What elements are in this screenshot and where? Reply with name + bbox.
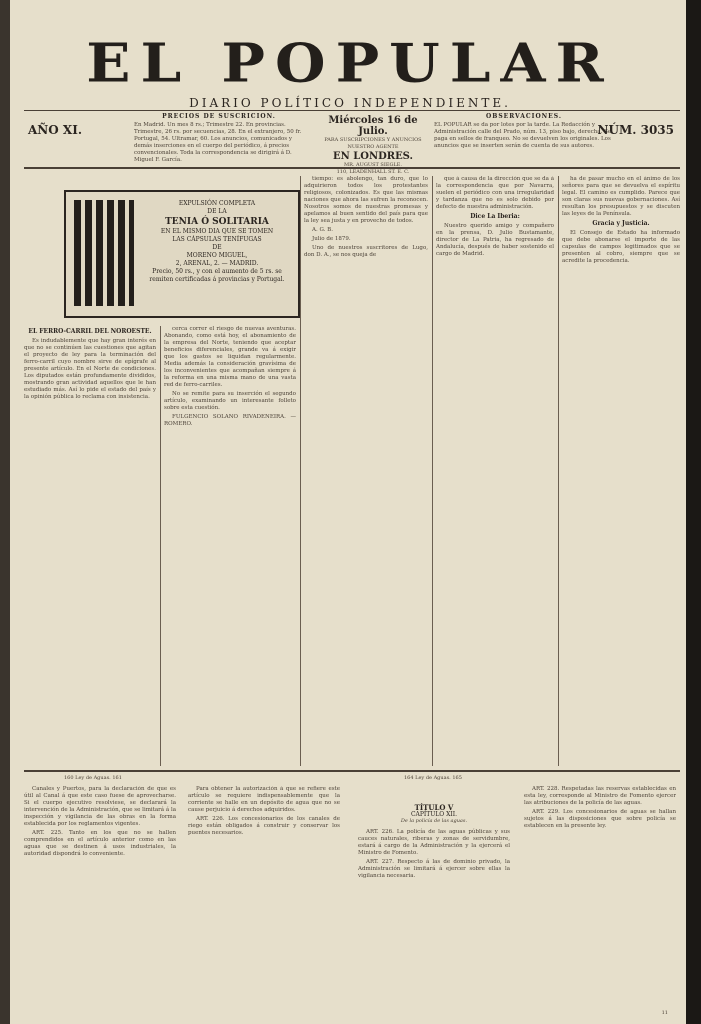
advertisement <box>64 190 300 318</box>
article-text: Es indudablemente que hay gran interés en que no se continúen las cuestiones que agitan el proyecto de ley para la terminación del ferro-carril cuyo nombre sirve de epígrafe al presente artículo. En el Norte de condiciones. Los diputados están profundamente divididos, mostrando gran actividad aquellos que le han estudiado más. Así lo pide el estado del país y la opinión pública lo reclama con insistencia. <box>24 338 156 400</box>
article-heading: Gracia y Justicia. <box>592 220 650 227</box>
page-edge <box>686 0 701 1024</box>
law-article: ART. 227. Respecto á las de dominio privado, la Administración se limitará á ejercer sobre ellas la vigilancia necesaria. <box>358 859 510 879</box>
lower-section <box>24 786 680 1014</box>
article-text: cerca correr el riesgo de nuevas aventuras. Abonando, como está hoy, el abonamiento de la empresa del Norte, teniendo que aceptar beneficios diferenciales, grande va á exigir que los gastos se liquidan regularmente. Media además la consideración gravísima de los inconvenientes que acompañan siempre á la reforma en una misma mano de una vasta red de ferro-carriles. <box>164 326 296 388</box>
advert-line: 2, ARENAL, 2. — MADRID. <box>175 260 259 267</box>
article-heading: Dice La Iberia: <box>470 213 520 220</box>
page-number: 11 <box>661 1010 668 1016</box>
london-agent: MR. AUGUST SIEGLE. <box>343 162 403 168</box>
running-head: 164 Ley de Aguas. 165 <box>404 775 462 781</box>
lower-column-4 <box>524 786 676 1014</box>
law-article: ART. 228. Respetadas las reservas establecidas en esta ley, corresponde al Ministro de Fomento ejercer las atribuciones de la policía de las aguas. <box>524 786 676 806</box>
column-5 <box>562 176 680 766</box>
subscription-heading: PRECIOS DE SUSCRICION. <box>162 113 276 120</box>
newspaper-title: EL POPULAR <box>86 31 614 95</box>
upper-columns <box>24 176 680 766</box>
date-block <box>314 115 432 176</box>
info-bar <box>24 110 680 175</box>
column-1 <box>24 326 156 766</box>
page-gutter <box>0 0 10 1024</box>
article-text: Uno de nuestros suscritores de Lugo, don D. A., se nos queja de <box>304 245 428 258</box>
chapter-heading: CAPÍTULO XII. <box>410 811 458 818</box>
advert-text <box>144 200 290 284</box>
advert-line: EXPULSIÓN COMPLETA <box>178 200 256 207</box>
lower-column-3 <box>358 786 510 1014</box>
chapter-subheading: De la policía de las aguas. <box>400 818 468 824</box>
observations-heading: OBSERVACIONES. <box>486 113 562 120</box>
lower-column-1 <box>24 786 176 1014</box>
advert-line: LAS CÁPSULAS TENÍFUGAS <box>172 236 262 243</box>
newspaper-subtitle: DIARIO POLÍTICO INDEPENDIENTE. <box>189 96 511 110</box>
advert-line: EN EL MISMO DIA QUE SE TOMEN <box>160 228 274 235</box>
law-article: ART. 229. Los concesionarios de aguas se hallan sujetos á las disposiciones que sobre policía se establecen en la presente ley. <box>524 809 676 829</box>
advert-headline: TENIA Ó SOLITARIA <box>165 217 269 227</box>
column-rule <box>432 176 433 766</box>
article-heading: EL FERRO-CARRIL DEL NOROESTE. <box>28 328 152 335</box>
column-2 <box>164 326 296 766</box>
law-article: ART. 226. La policía de las aguas públicas y sus cauces naturales, riberas y zonas de servidumbre, estará á cargo de la Administración y la ejercerá el Ministro de Fomento. <box>358 829 510 856</box>
title-heading: TÍTULO V <box>414 803 454 812</box>
law-article: ART. 226. Los concesionarios de los canales de riego están obligados á construir y conservar los puentes necesarios. <box>188 816 340 836</box>
column-rule <box>300 176 301 766</box>
article-text: ha de pasar mucho en el ánimo de los señores para que se devuelva el espíritu legal. El camino es cumplido. Parece que son claras sus nuevas gobernaciones. Así resultan los presupuestos y se discuten las leyes de la Península. <box>562 176 680 217</box>
article-signature: FULGENCIO SOLANO RIVADENEIRA. — ROMERO. <box>164 414 296 427</box>
section-divider <box>24 770 680 772</box>
issue-date: Miércoles 16 de Julio. <box>328 115 418 137</box>
column-3 <box>304 176 428 766</box>
advert-line: MORENO MIGUEL, <box>186 252 248 259</box>
lower-running-heads <box>24 774 680 784</box>
london-address: 110, LEADENHALL ST. E. C. <box>336 169 410 175</box>
issue-number: NÚM. 3035 <box>597 123 674 137</box>
article-date: Julio de 1879. <box>312 236 351 242</box>
column-rule <box>160 326 161 766</box>
year-label: AÑO XI. <box>28 123 83 137</box>
article-text: El Consejo de Estado ha informado que debe abonarse el importe de las capsulas de campos legitimados que se presenten al cobro, siempre que se acredite la procedencia. <box>562 230 680 264</box>
law-article: ART. 225. Tanto en los que no se hallen comprendidos en el artículo anterior como en las aguas que se destinen á usos industriales, la autoridad dispondrá lo conveniente. <box>24 830 176 857</box>
advert-line: Precio, 50 rs., y con el aumento de 5 rs. se remiten certificadas á provincias y Portugal. <box>149 268 285 283</box>
column-rule <box>558 176 559 766</box>
article-text: que á causa de la dirección que se da á la correspondencia que por Navarra, suelen el periódico con una irregularidad y tardanza que no es solo debido por defecto de nuestra administración. <box>436 176 554 210</box>
advert-line: DE <box>212 244 222 251</box>
advert-line: DE LA <box>207 208 227 215</box>
law-text: Canales y Puertos, para la declaración de que es útil al Canal á que este caso fuese de aprovecharse. Si el cuerpo ejecutivo resolviese, se declarará la intervención de la Administración, que se limitará á la inspección y vigilancia de las obras en la forma establecida por los reglamentos vigentes. <box>24 786 176 827</box>
subscription-text: En Madrid. Un mes 8 rs.; Trimestre 22. En provincias. Trimestre, 26 rs. por secuencias, 28. En el extranjero, 50 fr. Portugal, 54. Ultramar, 60. Los anuncios, comunicados y demás inserciones en el cuerpo del periódico, á precios convencionales. Toda la correspondencia se dirigirá á D. Miguel F. García. <box>134 122 302 163</box>
article-text: tiempo: es abolengo, tan duro, que lo adquirieron todos los protestantes religiosos, colonizados. Es que las mismas naciones que ahora las sufren la reconocen. Nosotros somos de nuestras promesas y apelamos al buen sentido del país para que la ley sea justa y en provecho de todos. <box>304 176 428 224</box>
article-signature: A. G. B. <box>312 227 333 233</box>
london-label: EN LONDRES. <box>332 151 414 162</box>
advert-ornament <box>74 200 134 306</box>
running-head: 160 Ley de Aguas. 161 <box>64 775 122 781</box>
column-4 <box>436 176 554 766</box>
newspaper-page <box>10 0 686 1024</box>
observations-box <box>434 113 614 163</box>
agency-note: PARA SUSCRIPCIONES Y ANUNCIOS NUESTRO AGENTE <box>324 137 422 150</box>
observations-text: EL POPULAR se da por lotes por la tarde. La Redacción y Administración calle del Prado, núm. 13, piso bajo, derecha. Se paga en sellos de franqueo. No se devuelven los originales. Los anuncios que se inserten serán de cuenta de sus autores. <box>434 122 612 149</box>
masthead <box>30 31 670 110</box>
article-text: Nuestro querido amigo y compañero en la prensa, D. Julio Bustamante, director de La Patria, ha regresado de Andalucía, después de haber sostenido el cargo de Madrid. <box>436 223 554 257</box>
article-note: No se remite para su inserción el segundo artículo, examinando un interesante folleto sobre esta cuestión. <box>164 391 296 411</box>
lower-column-2 <box>188 786 340 1014</box>
subscription-box <box>134 113 304 163</box>
law-text: Para obtener la autorización á que se refiere este artículo se requiere indispensablemente que la corriente se halle en un depósito de agua que no se cause perjuicio á derechos adquiridos. <box>188 786 340 813</box>
